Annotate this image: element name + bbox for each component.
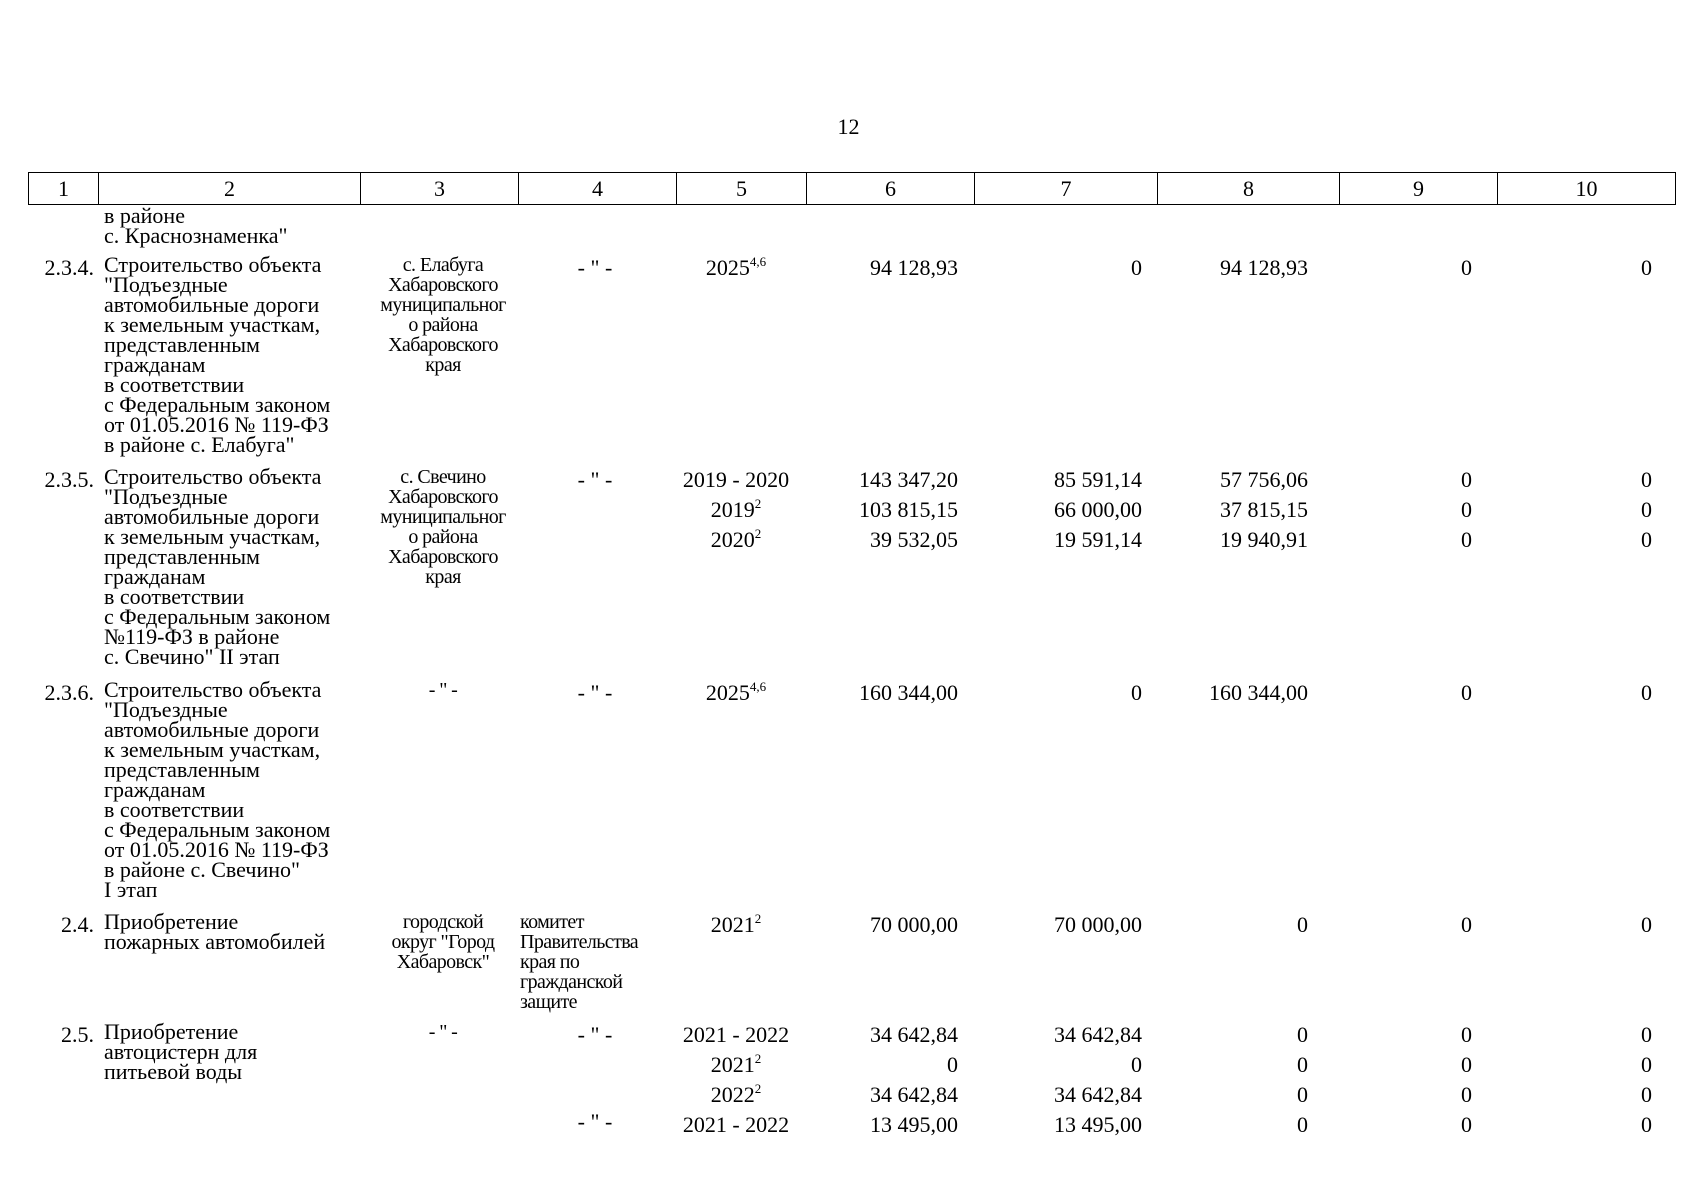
- row-place: - " -: [428, 679, 458, 701]
- row-year: [672, 680, 800, 706]
- column-header: 8: [1158, 173, 1340, 205]
- row-value-c8: 0: [1297, 912, 1308, 937]
- row-value-c7: 0: [1131, 1052, 1142, 1077]
- column-header: 5: [677, 173, 807, 205]
- column-header: 7: [975, 173, 1158, 205]
- continuation-text: в районе с. Краснознаменка": [104, 203, 288, 248]
- row-number: 2.3.4.: [44, 255, 94, 280]
- row-value-c9: 0: [1461, 912, 1472, 937]
- year-footnote: 2: [754, 496, 762, 511]
- year-value: 2021 - 2022: [682, 1022, 790, 1047]
- row-place: с. Елабуга Хабаровского муниципальног о района Хабаровского края: [380, 254, 506, 376]
- year-value: 2021 - 2022: [682, 1112, 790, 1137]
- row-value-c8: 19 940,91: [1220, 527, 1308, 552]
- row-value-c10: 0: [1641, 467, 1652, 492]
- year-value: 2020: [710, 527, 755, 552]
- row-number: 2.3.5.: [44, 467, 94, 492]
- row-value-c7: 13 495,00: [1054, 1112, 1142, 1137]
- row-executor: - " -: [577, 467, 613, 492]
- column-header: 4: [519, 173, 677, 205]
- row-executor: - " -: [577, 1022, 613, 1047]
- row-value-c7: 34 642,84: [1054, 1082, 1142, 1107]
- year-footnote: 2: [754, 911, 762, 926]
- row-executor: комитет Правительства края по гражданской защите: [520, 911, 639, 1013]
- row-value-c10: 0: [1641, 497, 1652, 522]
- row-year: [672, 467, 800, 493]
- year-footnote: 4,6: [749, 254, 767, 269]
- row-value-c6: 70 000,00: [870, 912, 958, 937]
- row-value-c9: 0: [1461, 467, 1472, 492]
- row-name: Строительство объекта "Подъездные автомобильные дороги к земельным участкам, представленным гражданам в соответствии с Федеральным законом №119-ФЗ в районе с. Свечино" II этап: [104, 464, 331, 669]
- row-value-c7: 85 591,14: [1054, 467, 1142, 492]
- row-value-c6: 34 642,84: [870, 1082, 958, 1107]
- row-year: [672, 1052, 800, 1078]
- year-footnote: 2: [754, 1051, 762, 1066]
- row-value-c10: 0: [1641, 1082, 1652, 1107]
- row-value-c8: 37 815,15: [1220, 497, 1308, 522]
- row-value-c10: 0: [1641, 1052, 1652, 1077]
- year-value: 2021: [710, 1052, 755, 1077]
- row-value-c9: 0: [1461, 497, 1472, 522]
- row-value-c9: 0: [1461, 527, 1472, 552]
- row-value-c6: 0: [947, 1052, 958, 1077]
- year-footnote: 2: [754, 1081, 762, 1096]
- row-value-c8: 57 756,06: [1220, 467, 1308, 492]
- column-header: 6: [807, 173, 975, 205]
- row-value-c6: 39 532,05: [870, 527, 958, 552]
- row-value-c6: 94 128,93: [870, 255, 958, 280]
- page-number: 12: [837, 114, 860, 139]
- row-value-c9: 0: [1461, 680, 1472, 705]
- year-value: 2025: [705, 680, 750, 705]
- row-place: с. Свечино Хабаровского муниципальног о района Хабаровского края: [380, 466, 506, 588]
- row-value-c10: 0: [1641, 680, 1652, 705]
- row-value-c10: 0: [1641, 255, 1652, 280]
- row-value-c10: 0: [1641, 527, 1652, 552]
- row-year: [672, 1112, 800, 1138]
- row-value-c8: 160 344,00: [1209, 680, 1308, 705]
- year-value: 2022: [710, 1082, 755, 1107]
- row-value-c6: 13 495,00: [870, 1112, 958, 1137]
- row-value-c7: 19 591,14: [1054, 527, 1142, 552]
- row-value-c8: 0: [1297, 1112, 1308, 1137]
- row-name: Строительство объекта "Подъездные автомобильные дороги к земельным участкам, представленным гражданам в соответствии с Федеральным законом от 01.05.2016 № 119-ФЗ в районе с. Свечино" I этап: [104, 677, 331, 902]
- row-number: 2.5.: [61, 1022, 94, 1047]
- row-name: Строительство объекта "Подъездные автомобильные дороги к земельным участкам, представленным гражданам в соответствии с Федеральным законом от 01.05.2016 № 119-ФЗ в районе с. Елабуга": [104, 252, 331, 457]
- row-year: [672, 912, 800, 938]
- row-value-c7: 34 642,84: [1054, 1022, 1142, 1047]
- row-value-c8: 0: [1297, 1052, 1308, 1077]
- row-value-c8: 0: [1297, 1082, 1308, 1107]
- year-value: 2021: [710, 912, 755, 937]
- row-place: - " -: [428, 1021, 458, 1043]
- row-value-c6: 160 344,00: [859, 680, 958, 705]
- row-value-c10: 0: [1641, 1022, 1652, 1047]
- row-value-c7: 66 000,00: [1054, 497, 1142, 522]
- row-value-c6: 34 642,84: [870, 1022, 958, 1047]
- row-value-c10: 0: [1641, 1112, 1652, 1137]
- column-header: 10: [1498, 173, 1676, 205]
- row-value-c10: 0: [1641, 912, 1652, 937]
- year-value: 2025: [705, 255, 750, 280]
- year-value: 2019 - 2020: [682, 467, 790, 492]
- row-value-c6: 143 347,20: [859, 467, 958, 492]
- row-year: [672, 497, 800, 523]
- year-footnote: 2: [754, 526, 762, 541]
- row-year: [672, 1022, 800, 1048]
- row-value-c9: 0: [1461, 1052, 1472, 1077]
- row-year: [672, 1082, 800, 1108]
- column-header: 1: [29, 173, 99, 205]
- row-executor: - " -: [577, 680, 613, 705]
- row-year: [672, 527, 800, 553]
- column-header: 2: [99, 173, 361, 205]
- row-value-c9: 0: [1461, 1082, 1472, 1107]
- row-number: 2.3.6.: [44, 680, 94, 705]
- year-footnote: 4,6: [749, 679, 767, 694]
- column-header: 9: [1340, 173, 1498, 205]
- row-value-c7: 0: [1131, 680, 1142, 705]
- year-value: 2019: [710, 497, 755, 522]
- row-value-c9: 0: [1461, 255, 1472, 280]
- row-value-c9: 0: [1461, 1022, 1472, 1047]
- row-name: Приобретение автоцистерн для питьевой воды: [104, 1019, 258, 1084]
- row-place: городской округ "Город Хабаровск": [391, 911, 495, 973]
- row-executor: - " -: [577, 255, 613, 280]
- row-value-c8: 0: [1297, 1022, 1308, 1047]
- row-value-c8: 94 128,93: [1220, 255, 1308, 280]
- row-number: 2.4.: [61, 912, 94, 937]
- column-header: 3: [361, 173, 519, 205]
- row-value-c6: 103 815,15: [859, 497, 958, 522]
- row-value-c7: 0: [1131, 255, 1142, 280]
- row-name: Приобретение пожарных автомобилей: [104, 909, 326, 954]
- row-year: [672, 255, 800, 281]
- row-value-c9: 0: [1461, 1112, 1472, 1137]
- row-value-c7: 70 000,00: [1054, 912, 1142, 937]
- row-executor: - " -: [577, 1109, 613, 1134]
